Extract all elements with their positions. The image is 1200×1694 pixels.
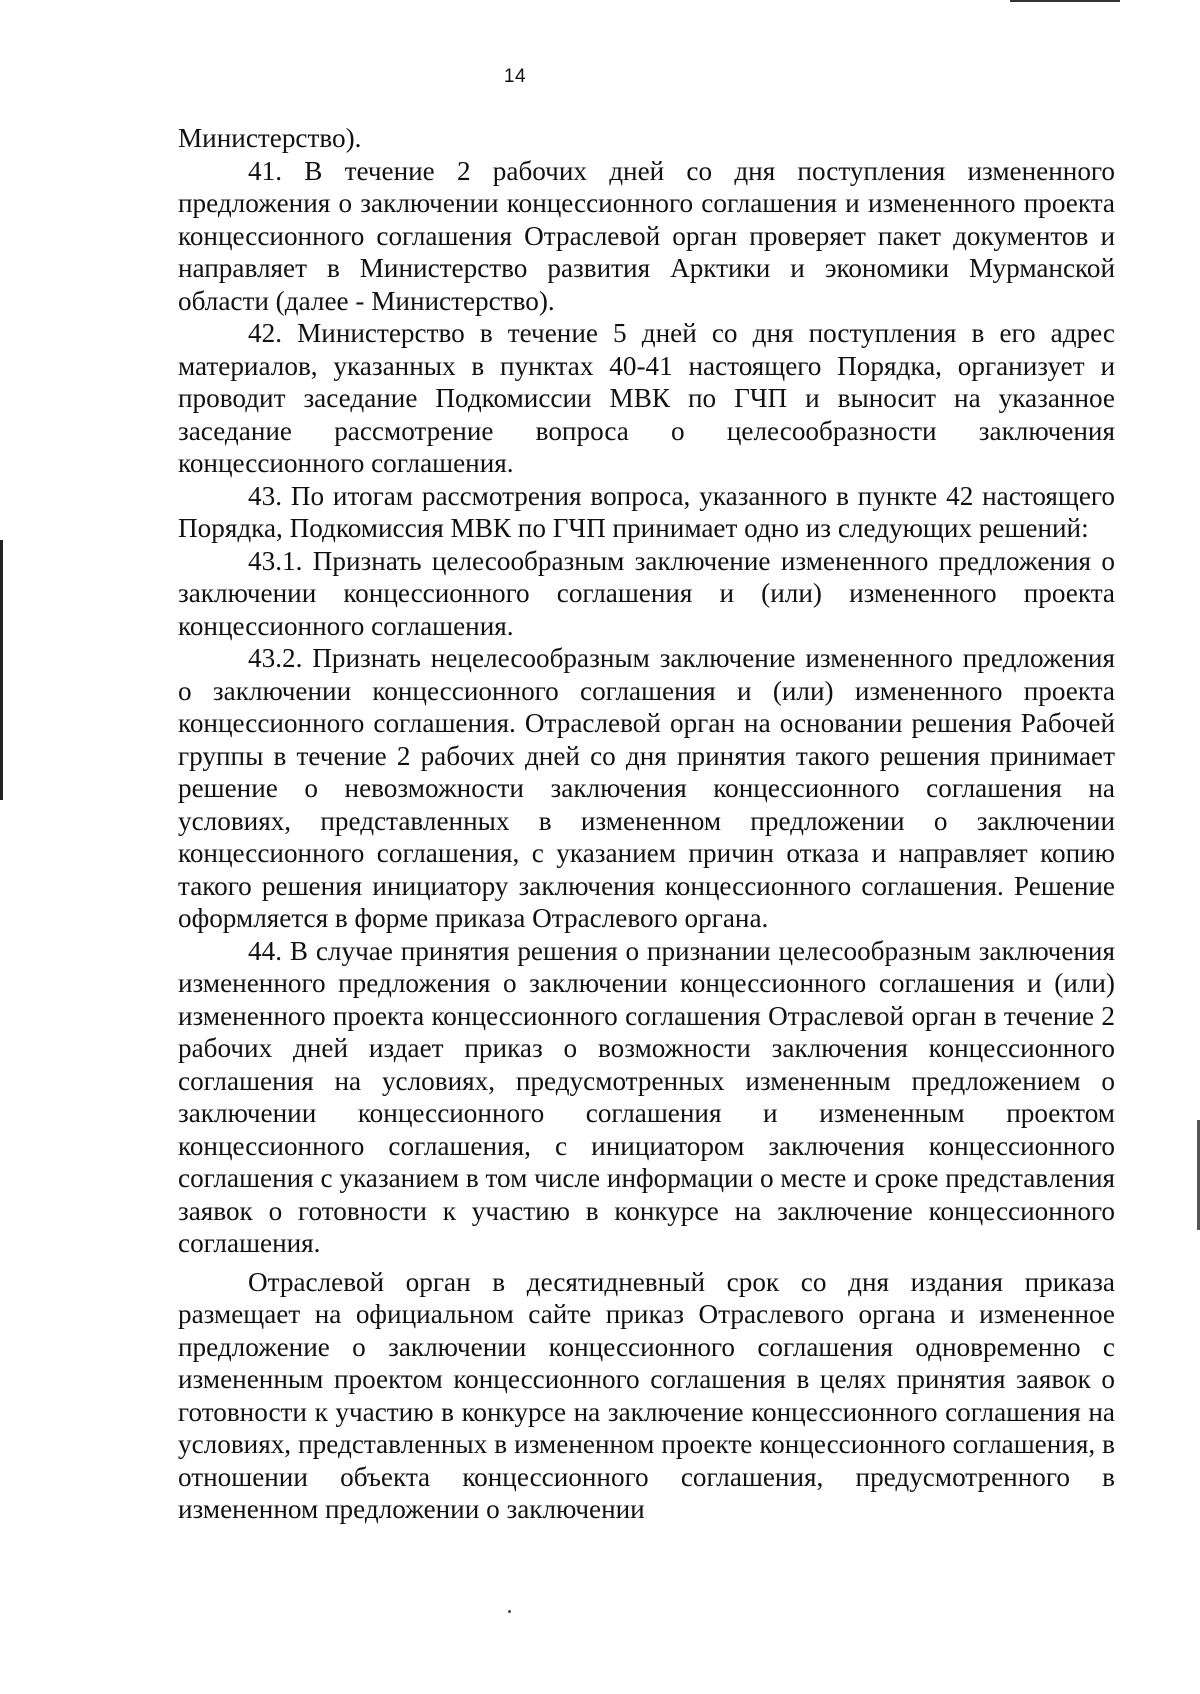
paragraph-continuation: Министерство).	[178, 123, 362, 153]
scan-artifact-top	[1010, 0, 1120, 2]
page-number: 14	[503, 66, 527, 87]
document-body	[178, 122, 1115, 1526]
paragraph-43-2: 43.2. Признать нецелесообразным заключение измененного предложения о заключении концессионного соглашения и (или) измененного проекта концессионного соглашения. Отраслевой орган на основании решения Рабочей группы в течение 2 рабочих дней со дня принятия такого решения принимает решение о невозможности заключения концессионного соглашения на условиях, представленных в измененном предложении о заключении концессионного соглашения, с указанием причин отказа и направляет копию такого решения инициатору заключения концессионного соглашения. Решение оформляется в форме приказа Отраслевого органа.	[178, 643, 1115, 933]
scan-artifact-left	[0, 540, 3, 800]
paragraph-43: 43. По итогам рассмотрения вопроса, указанного в пункте 42 настоящего Порядка, Подкомиссия МВК по ГЧП принимает одно из следующих решений:	[178, 480, 1115, 543]
paragraph-42: 42. Министерство в течение 5 дней со дня поступления в его адрес материалов, указанных в пунктах 40-41 настоящего Порядка, организует и проводит заседание Подкомиссии МВК по ГЧП и выносит на указанное заседание рассмотрение вопроса о целесообразности заключения концессионного соглашения.	[178, 318, 1115, 478]
scan-artifact-dot	[508, 1610, 511, 1613]
paragraph-43-1: 43.1. Признать целесообразным заключение измененного предложения о заключении концессионного соглашения и (или) измененного проекта концессионного соглашения.	[178, 545, 1115, 641]
paragraph-44-continuation: Отраслевой орган в десятидневный срок со дня издания приказа размещает на официальном сайте приказ Отраслевого органа и измененное предложение о заключении концессионного соглашения одновременно с измененным проектом концессионного соглашения в целях принятия заявок о готовности к участию в конкурсе на заключение концессионного соглашения на условиях, представленных в измененном проекте концессионного соглашения, в отношении объекта концессионного соглашения, предусмотренного в измененном предложении о заключении	[178, 1266, 1115, 1524]
paragraph-44: 44. В случае принятия решения о признании целесообразным заключения измененного предложения о заключении концессионного соглашения и (или) измененного проекта концессионного соглашения Отраслевой орган в течение 2 рабочих дней издает приказ о возможности заключения концессионного соглашения на условиях, предусмотренных измененным предложением о заключении концессионного соглашения и измененным проектом концессионного соглашения, с инициатором заключения концессионного соглашения с указанием в том числе информации о месте и сроке представления заявок о готовности к участию в конкурсе на заключение концессионного соглашения.	[178, 935, 1115, 1258]
paragraph-41: 41. В течение 2 рабочих дней со дня поступления измененного предложения о заключении концессионного соглашения и измененного проекта концессионного соглашения Отраслевой орган проверяет пакет документов и направляет в Министерство развития Арктики и экономики Мурманской области (далее - Министерство).	[178, 155, 1115, 316]
